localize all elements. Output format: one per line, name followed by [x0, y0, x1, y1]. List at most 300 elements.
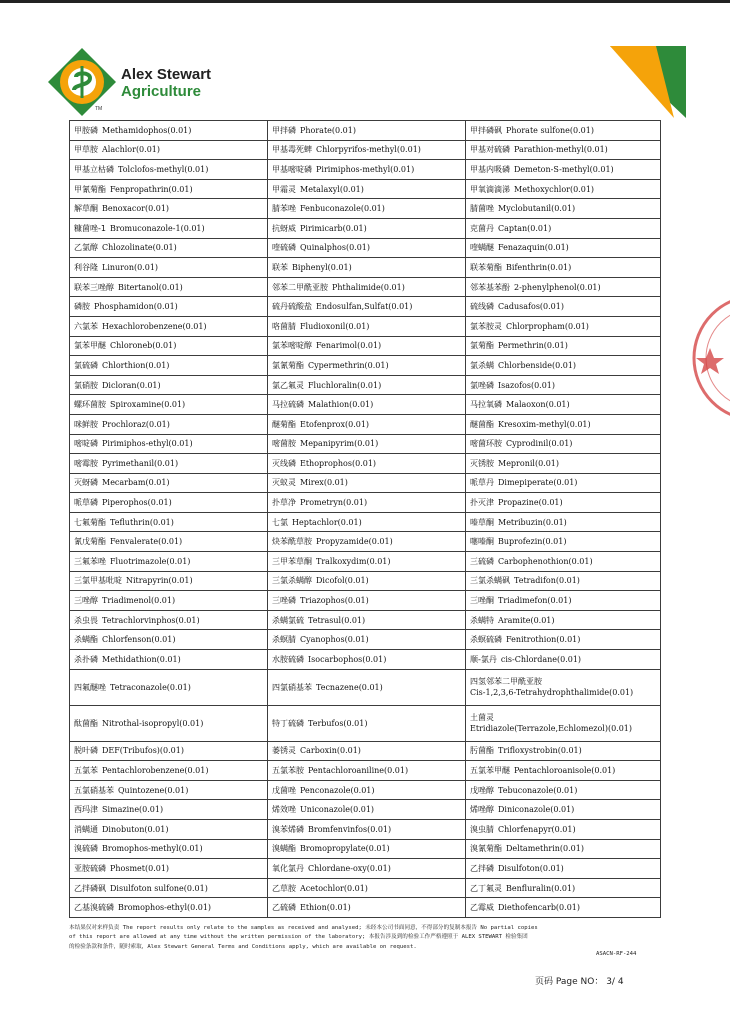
- english-name: Captan(0.01): [498, 223, 552, 233]
- english-name: Permethrin(0.01): [498, 341, 568, 351]
- table-cell: [70, 218, 268, 238]
- english-name: Mepronil(0.01): [498, 458, 560, 468]
- table-cell: [268, 218, 466, 238]
- table-row: [70, 532, 661, 552]
- table-row: [70, 839, 661, 859]
- brand-name: [121, 66, 211, 100]
- english-name: Aramite(0.01): [498, 615, 555, 625]
- table-cell: [466, 741, 661, 761]
- table-row: [70, 571, 661, 591]
- chinese-name: 三唑磷: [272, 596, 296, 606]
- table-cell: [268, 761, 466, 781]
- table-cell: [268, 414, 466, 434]
- table-cell: [466, 705, 661, 741]
- english-name: Tetrachlorvinphos(0.01): [102, 615, 200, 625]
- table-cell: [268, 820, 466, 840]
- table-cell: [466, 140, 661, 160]
- table-cell: [466, 650, 661, 670]
- trademark-mark: TM: [95, 106, 103, 112]
- table-cell: [70, 532, 268, 552]
- table-cell: [70, 179, 268, 199]
- table-row: [70, 705, 661, 741]
- table-row: [70, 552, 661, 572]
- english-name: Nitrothal-isopropyl(0.01): [102, 718, 204, 728]
- table-row: [70, 277, 661, 297]
- chinese-name: 甲基内吸磷: [470, 164, 510, 174]
- chinese-name: 乙硫磷: [272, 903, 296, 913]
- english-name: Ethion(0.01): [300, 903, 351, 913]
- english-name: Kresoxim-methyl(0.01): [498, 419, 591, 429]
- chinese-name: 肟菌酯: [470, 746, 494, 756]
- english-name: Tecnazene(0.01): [316, 682, 383, 692]
- table-row: [70, 473, 661, 493]
- table-cell: [466, 669, 661, 705]
- table-cell: [70, 356, 268, 376]
- english-name: Fenarimol(0.01): [316, 341, 382, 351]
- table-cell: [466, 473, 661, 493]
- table-cell: [70, 705, 268, 741]
- table-cell: [70, 650, 268, 670]
- table-row: [70, 610, 661, 630]
- chinese-name: 氯杀螨: [470, 360, 494, 370]
- chinese-name: 酞菌酯: [74, 718, 98, 728]
- table-cell: [466, 859, 661, 879]
- chinese-name: 嘧菌环胺: [470, 439, 502, 449]
- english-name: Uniconazole(0.01): [300, 805, 375, 815]
- chinese-name: 醚菊酯: [272, 419, 296, 429]
- table-row: [70, 669, 661, 705]
- english-name: Cypermethrin(0.01): [308, 360, 389, 370]
- table-cell: [268, 650, 466, 670]
- english-name: Propyzamide(0.01): [316, 537, 393, 547]
- english-name: Phosmet(0.01): [110, 863, 170, 873]
- english-name: Hexachlorobenzene(0.01): [102, 321, 207, 331]
- chinese-name: 三氯杀螨砜: [470, 576, 510, 586]
- english-name: Tetradifon(0.01): [514, 576, 580, 586]
- english-name: Tralkoxydim(0.01): [316, 556, 391, 566]
- table-row: [70, 121, 661, 141]
- table-cell: [70, 297, 268, 317]
- english-name: Linuron(0.01): [102, 262, 159, 272]
- table-cell: [268, 454, 466, 474]
- table-row: [70, 780, 661, 800]
- table-row: [70, 800, 661, 820]
- english-name: Tefluthrin(0.01): [110, 517, 174, 527]
- english-name: Diethofencarb(0.01): [498, 903, 580, 913]
- table-cell: [70, 414, 268, 434]
- chinese-name: 哌草丹: [470, 478, 494, 488]
- table-cell: [466, 121, 661, 141]
- table-cell: [268, 532, 466, 552]
- chinese-name: 氯硫磷: [74, 360, 98, 370]
- chinese-name: 咪鲜胺: [74, 419, 98, 429]
- chinese-name: 杀扑磷: [74, 654, 98, 664]
- table-row: [70, 591, 661, 611]
- table-cell: [268, 839, 466, 859]
- chinese-name: 解草酮: [74, 204, 98, 214]
- english-name: Malaoxon(0.01): [506, 400, 570, 410]
- table-cell: [70, 258, 268, 278]
- table-cell: [268, 160, 466, 180]
- english-name: Prochloraz(0.01): [102, 419, 170, 429]
- table-cell: [466, 336, 661, 356]
- chinese-name: 七氟菊酯: [74, 517, 106, 527]
- chinese-name: 乙丁氟灵: [470, 883, 502, 893]
- chinese-name: 消螨通: [74, 824, 98, 834]
- chinese-name: 腈菌唑: [470, 204, 494, 214]
- table-row: [70, 898, 661, 918]
- table-cell: [268, 859, 466, 879]
- table-row: [70, 859, 661, 879]
- table-row: [70, 414, 661, 434]
- chinese-name: 溴苯烯磷: [272, 824, 304, 834]
- english-name: Metribuzin(0.01): [498, 517, 567, 527]
- table-cell: [70, 898, 268, 918]
- english-name: Pyrimethanil(0.01): [102, 458, 179, 468]
- chinese-name: 五氯苯甲醚: [470, 766, 510, 776]
- english-name: Chlorpropham(0.01): [506, 321, 589, 331]
- table-row: [70, 258, 661, 278]
- table-cell: [70, 395, 268, 415]
- table-cell: [466, 395, 661, 415]
- english-name: Chlordane-oxy(0.01): [308, 863, 391, 873]
- chinese-name: 四氟醚唑: [74, 682, 106, 692]
- english-name: Deltamethrin(0.01): [506, 844, 584, 854]
- disclaimer-line-2: of this report are allowed at any time without the written permission of the laboratory; 本报告涉及到的检验工作严格遵照于 ALEX STEWART 检验集团: [69, 934, 528, 941]
- brand-line-1: Alex Stewart: [121, 66, 212, 83]
- table-cell: [268, 610, 466, 630]
- chinese-name: 扑灭津: [470, 498, 494, 508]
- english-name: DEF(Tribufos)(0.01): [102, 746, 184, 756]
- table-cell: [466, 800, 661, 820]
- chinese-name: 三氯甲基吡啶: [74, 576, 122, 586]
- english-name: Bromophos-ethyl(0.01): [118, 903, 212, 913]
- table-cell: [268, 238, 466, 258]
- table-cell: [268, 669, 466, 705]
- chinese-name: 氯菊酯: [470, 341, 494, 351]
- table-cell: [466, 375, 661, 395]
- chinese-name: 杀螨特: [470, 615, 494, 625]
- english-name: Bifenthrin(0.01): [506, 262, 572, 272]
- table-cell: [268, 705, 466, 741]
- chinese-name: 噻嗪酮: [470, 537, 494, 547]
- english-name: Trifloxystrobin(0.01): [498, 746, 582, 756]
- chinese-name: 灭线磷: [272, 458, 296, 468]
- chinese-name: 烯效唑: [272, 805, 296, 815]
- table-cell: [466, 591, 661, 611]
- table-cell: [466, 820, 661, 840]
- table-cell: [268, 800, 466, 820]
- table-row: [70, 356, 661, 376]
- english-name: Cadusafos(0.01): [498, 302, 564, 312]
- table-cell: [70, 741, 268, 761]
- english-name: Fenitrothion(0.01): [506, 635, 581, 645]
- english-name: Diniconazole(0.01): [498, 805, 575, 815]
- table-cell: [70, 839, 268, 859]
- english-name: Pentachloroanisole(0.01): [514, 766, 616, 776]
- english-name: Chlorfenapyr(0.01): [498, 824, 576, 834]
- table-cell: [466, 780, 661, 800]
- english-name: Phorate sulfone(0.01): [506, 125, 594, 135]
- chinese-name: 嘧菌胺: [272, 439, 296, 449]
- table-cell: [268, 591, 466, 611]
- brand-line-2: Agriculture: [121, 83, 202, 100]
- table-row: [70, 878, 661, 898]
- english-name: Carboxin(0.01): [300, 746, 361, 756]
- chinese-name: 硫丹硫酸盐: [272, 302, 312, 312]
- table-row: [70, 297, 661, 317]
- english-name: Tetraconazole(0.01): [110, 682, 191, 692]
- table-cell: [70, 434, 268, 454]
- english-name: Fenvalerate(0.01): [110, 537, 183, 547]
- chinese-name: 腈苯唑: [272, 204, 296, 214]
- table-cell: [466, 878, 661, 898]
- table-row: [70, 741, 661, 761]
- english-name: Myclobutanil(0.01): [498, 204, 576, 214]
- chinese-name: 氰戊菊酯: [74, 537, 106, 547]
- english-name: Dicofol(0.01): [316, 576, 369, 586]
- chinese-name: 喹螨醚: [470, 243, 494, 253]
- english-name: Demeton-S-methyl(0.01): [514, 164, 614, 174]
- chinese-name: 螺环菌胺: [74, 400, 106, 410]
- chinese-name: 氯氰菊酯: [272, 360, 304, 370]
- english-name: Penconazole(0.01): [300, 785, 375, 795]
- english-name: Endosulfan,Sulfat(0.01): [316, 302, 413, 312]
- english-name: Isazofos(0.01): [498, 380, 556, 390]
- chinese-name: 杀螨氯硫: [272, 615, 304, 625]
- table-cell: [70, 859, 268, 879]
- english-name: Phosphamidon(0.01): [94, 302, 178, 312]
- chinese-name: 甲草胺: [74, 145, 98, 155]
- table-cell: [268, 356, 466, 376]
- table-cell: [268, 741, 466, 761]
- english-name: Alachlor(0.01): [102, 145, 160, 155]
- english-name: Etofenprox(0.01): [300, 419, 370, 429]
- table-cell: [268, 780, 466, 800]
- english-name: Terbufos(0.01): [308, 718, 368, 728]
- chinese-name: 三唑醇: [74, 596, 98, 606]
- table-row: [70, 650, 661, 670]
- chinese-name: 利谷隆: [74, 262, 98, 272]
- english-name: Prometryn(0.01): [300, 498, 368, 508]
- table-row: [70, 179, 661, 199]
- english-name: Chloroneb(0.01): [110, 341, 177, 351]
- english-name: Cyanophos(0.01): [300, 635, 369, 645]
- chinese-name: 邻苯基苯酚: [470, 282, 510, 292]
- english-name: Bitertanol(0.01): [118, 282, 183, 292]
- chinese-name: 哌草磷: [74, 498, 98, 508]
- chinese-name: 灭蚁灵: [272, 478, 296, 488]
- english-name: Piperophos(0.01): [102, 498, 172, 508]
- chinese-name: 三氟苯唑: [74, 556, 106, 566]
- english-name: Chlorpyrifos-methyl(0.01): [316, 145, 421, 155]
- chinese-name: 乙基溴硫磷: [74, 903, 114, 913]
- table-cell: [70, 473, 268, 493]
- chinese-name: 三唑酮: [470, 596, 494, 606]
- chinese-name: 喹硫磷: [272, 243, 296, 253]
- table-cell: [70, 878, 268, 898]
- chinese-name: 戊菌唑: [272, 785, 296, 795]
- english-name: Isocarbophos(0.01): [308, 654, 387, 664]
- table-cell: [466, 316, 661, 336]
- table-cell: [466, 532, 661, 552]
- english-name: Fluchloralin(0.01): [308, 380, 382, 390]
- chinese-name: 甲拌磷砜: [470, 125, 502, 135]
- disclaimer-line-3: 的检验条款和条件，随时索取，Alex Stewart General Terms and Conditions apply, which are available on request.: [69, 943, 417, 950]
- table-cell: [466, 414, 661, 434]
- table-cell: [70, 780, 268, 800]
- page-value: 3/ 4: [606, 977, 624, 987]
- english-name: Triadimenol(0.01): [102, 596, 176, 606]
- table-cell: [70, 820, 268, 840]
- english-name: Tolclofos-methyl(0.01): [118, 164, 209, 174]
- chinese-name: 氯硝胺: [74, 380, 98, 390]
- table-row: [70, 316, 661, 336]
- table-cell: [268, 258, 466, 278]
- table-cell: [466, 238, 661, 258]
- english-name: Tetrasul(0.01): [308, 615, 366, 625]
- english-name: Methoxychlor(0.01): [514, 184, 595, 194]
- table-cell: [268, 630, 466, 650]
- chinese-name: 甲基立枯磷: [74, 164, 114, 174]
- table-cell: [466, 258, 661, 278]
- english-name: Triadimefon(0.01): [498, 596, 572, 606]
- company-seal-stamp: [686, 288, 730, 428]
- chinese-name: 灭蚜磷: [74, 478, 98, 488]
- english-name: Parathion-methyl(0.01): [514, 145, 608, 155]
- alex-stewart-logo: [46, 46, 118, 118]
- chinese-name: 甲胺磷: [74, 125, 98, 135]
- english-name: Methidathion(0.01): [102, 654, 181, 664]
- table-cell: [70, 160, 268, 180]
- table-cell: [466, 571, 661, 591]
- chinese-name: 四氢邻苯二甲酰亚胺: [470, 677, 542, 687]
- table-cell: [268, 140, 466, 160]
- chinese-name: 联苯三唑醇: [74, 282, 114, 292]
- english-name: Mecarbam(0.01): [102, 478, 170, 488]
- english-name: Pirimiphos-methyl(0.01): [316, 164, 415, 174]
- english-name: Bromfenvinfos(0.01): [308, 824, 392, 834]
- table-cell: [70, 140, 268, 160]
- english-name: Fenazaquin(0.01): [498, 243, 569, 253]
- chinese-name: 四氯硝基苯: [272, 682, 312, 692]
- english-name: Dicloran(0.01): [102, 380, 161, 390]
- english-name: Nitrapyrin(0.01): [126, 576, 193, 586]
- table-cell: [466, 610, 661, 630]
- table-cell: [70, 121, 268, 141]
- chinese-name: 顺-氯丹: [470, 654, 497, 664]
- english-name: Tebuconazole(0.01): [498, 785, 578, 795]
- chinese-name: 氯苯胺灵: [470, 321, 502, 331]
- chinese-name: 杀螨酯: [74, 635, 98, 645]
- english-name: Metalaxyl(0.01): [300, 184, 364, 194]
- table-cell: [466, 356, 661, 376]
- table-cell: [70, 552, 268, 572]
- chinese-name: 溴螨酯: [272, 844, 296, 854]
- table-cell: [466, 277, 661, 297]
- table-cell: [70, 375, 268, 395]
- chinese-name: 醚菌酯: [470, 419, 494, 429]
- chinese-name: 烯唑醇: [470, 805, 494, 815]
- table-row: [70, 199, 661, 219]
- english-name: cis-Chlordane(0.01): [500, 654, 582, 664]
- table-row: [70, 336, 661, 356]
- table-row: [70, 820, 661, 840]
- chinese-name: 戊唑醇: [470, 785, 494, 795]
- chinese-name: 杀虫畏: [74, 615, 98, 625]
- english-name: Cis-1,2,3,6-Tetrahydrophthalimide(0.01): [470, 688, 634, 698]
- table-row: [70, 493, 661, 513]
- english-name: Phorate(0.01): [300, 125, 356, 135]
- chinese-name: 甲拌磷: [272, 125, 296, 135]
- table-cell: [466, 898, 661, 918]
- chinese-name: 乙草胺: [272, 883, 296, 893]
- chinese-name: 土菌灵: [470, 713, 494, 723]
- table-cell: [70, 493, 268, 513]
- english-name: Benfluralin(0.01): [506, 883, 576, 893]
- english-name: Chlorfenson(0.01): [102, 635, 176, 645]
- chinese-name: 马拉硫磷: [272, 400, 304, 410]
- english-name: Pirimiphos-ethyl(0.01): [102, 439, 193, 449]
- table-cell: [466, 297, 661, 317]
- table-cell: [70, 571, 268, 591]
- table-row: [70, 761, 661, 781]
- english-name: Disulfoton(0.01): [498, 863, 564, 873]
- table-cell: [70, 591, 268, 611]
- chinese-name: 五氯硝基苯: [74, 785, 114, 795]
- english-name: Bromopropylate(0.01): [300, 844, 390, 854]
- english-name: Fenpropathrin(0.01): [110, 184, 193, 194]
- chinese-name: 联苯菊酯: [470, 262, 502, 272]
- table-cell: [466, 761, 661, 781]
- table-cell: [466, 839, 661, 859]
- english-name: Pirimicarb(0.01): [300, 223, 367, 233]
- table-cell: [466, 630, 661, 650]
- chinese-name: 溴氰菊酯: [470, 844, 502, 854]
- table-cell: [268, 898, 466, 918]
- report-disclaimer: [69, 924, 669, 952]
- chinese-name: 甲氧滴滴涕: [470, 184, 510, 194]
- english-name: Phthalimide(0.01): [332, 282, 405, 292]
- chinese-name: 嘧啶磷: [74, 439, 98, 449]
- english-name: Benoxacor(0.01): [102, 204, 170, 214]
- chinese-name: 氧化氯丹: [272, 863, 304, 873]
- table-cell: [466, 434, 661, 454]
- chinese-name: 亚胺硫磷: [74, 863, 106, 873]
- chinese-name: 甲基毒死蜱: [272, 145, 312, 155]
- english-name: Triazophos(0.01): [300, 596, 369, 606]
- table-cell: [268, 121, 466, 141]
- chinese-name: 乙拌磷: [470, 863, 494, 873]
- chinese-name: 乙氯醇: [74, 243, 98, 253]
- chinese-name: 溴虫腈: [470, 824, 494, 834]
- table-row: [70, 630, 661, 650]
- chinese-name: 糠菌唑-1: [74, 223, 106, 233]
- table-cell: [70, 610, 268, 630]
- chinese-name: 联苯: [272, 262, 288, 272]
- chinese-name: 甲基嘧啶磷: [272, 164, 312, 174]
- english-name: Ethoprophos(0.01): [300, 458, 377, 468]
- table-cell: [466, 512, 661, 532]
- chinese-name: 氯苯嘧啶醇: [272, 341, 312, 351]
- table-cell: [70, 800, 268, 820]
- table-cell: [268, 375, 466, 395]
- english-name: Dimepiperate(0.01): [498, 478, 578, 488]
- pesticide-results-table: [69, 120, 661, 918]
- page-label: 页码 Page NO：: [535, 977, 604, 987]
- chinese-name: 氯苯甲醚: [74, 341, 106, 351]
- chinese-name: 三氯杀螨醇: [272, 576, 312, 586]
